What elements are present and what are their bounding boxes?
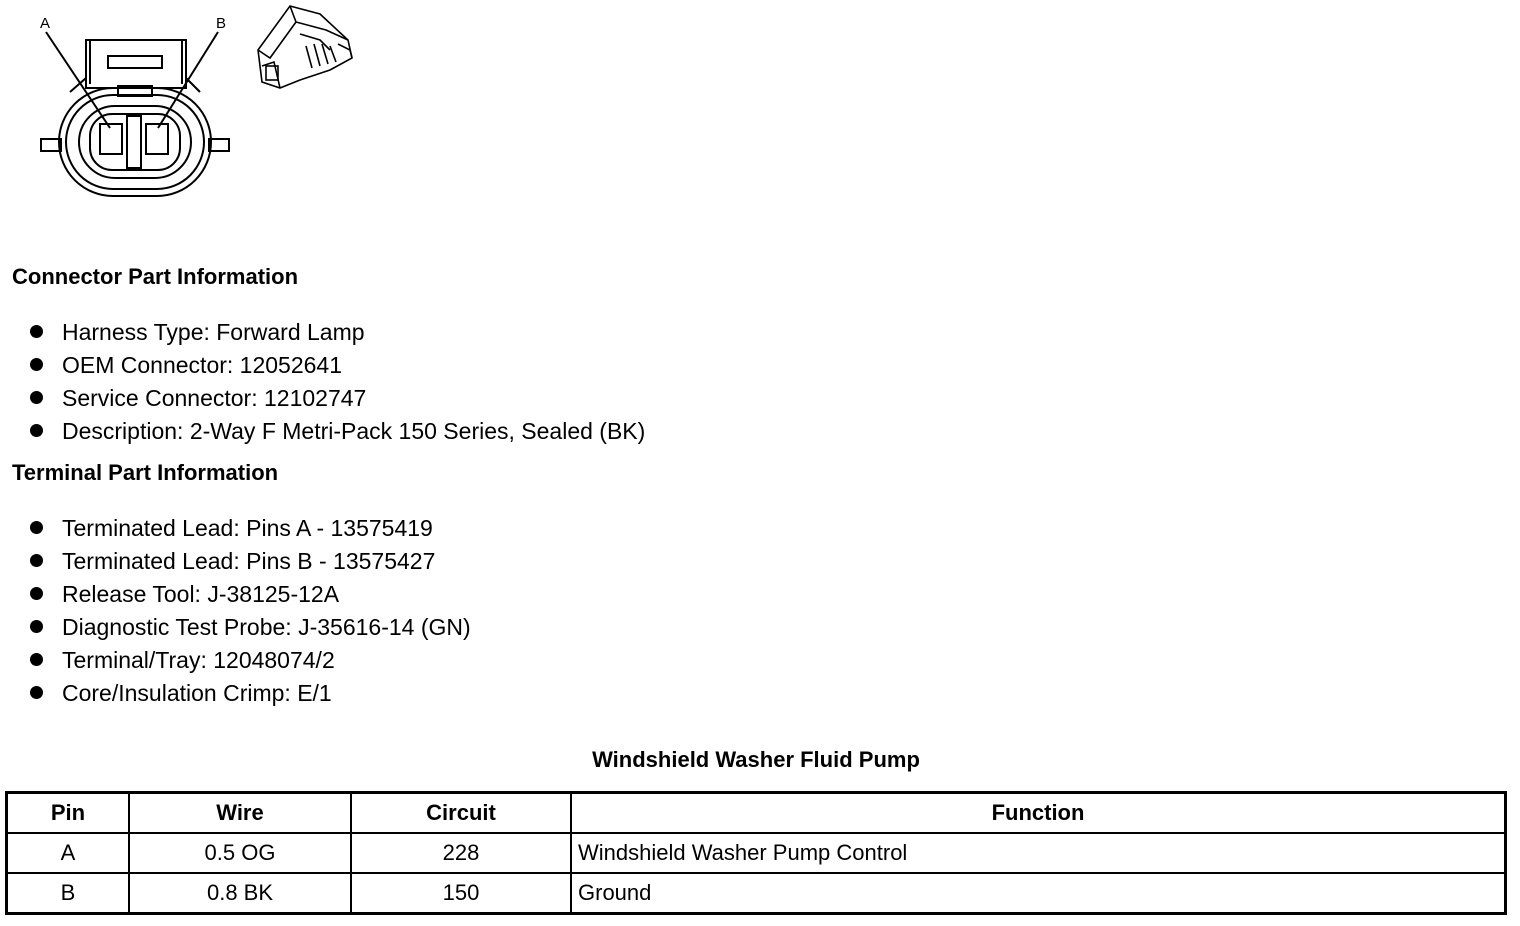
terminated-lead-b-text: Terminated Lead: Pins B - 13575427 [62,547,436,574]
bullet-icon [30,325,43,338]
description-text: Description: 2-Way F Metri-Pack 150 Series, Sealed (BK) [62,417,646,444]
list-item [30,610,471,643]
bullet-icon [30,424,43,437]
terminal-part-info-heading: Terminal Part Information [12,460,279,485]
cell-wire: 0.8 BK [129,873,351,914]
cell-function: Windshield Washer Pump Control [571,833,1506,873]
terminal-tray-text: Terminal/Tray: 12048074/2 [62,646,335,673]
bullet-icon [30,620,43,633]
cell-circuit: 150 [351,873,571,914]
release-tool-text: Release Tool: J-38125-12A [62,580,340,607]
service-connector-text: Service Connector: 12102747 [62,384,367,411]
list-item [30,414,645,447]
list-item [30,676,471,709]
list-item [30,544,471,577]
header-circuit: Circuit [351,793,571,834]
connector-part-info-list [30,315,645,447]
connector-part-info-heading: Connector Part Information [12,264,299,289]
header-wire: Wire [129,793,351,834]
list-item [30,348,645,381]
bullet-icon [30,391,43,404]
bullet-icon [30,521,43,534]
pin-table [5,791,1507,915]
table-row [7,833,1506,873]
test-probe-text: Diagnostic Test Probe: J-35616-14 (GN) [62,613,471,640]
cell-function: Ground [571,873,1506,914]
harness-type-text: Harness Type: Forward Lamp [62,318,365,345]
oem-connector-text: OEM Connector: 12052641 [62,351,343,378]
pin-table-title: Windshield Washer Fluid Pump [592,747,920,772]
bullet-icon [30,653,43,666]
list-item [30,315,645,348]
cell-pin: A [7,833,130,873]
connector-diagram [0,0,380,210]
table-row [7,873,1506,914]
list-item [30,643,471,676]
cell-wire: 0.5 OG [129,833,351,873]
bullet-icon [30,587,43,600]
crimp-text: Core/Insulation Crimp: E/1 [62,679,332,706]
connector-perspective-view [258,6,352,88]
list-item [30,577,471,610]
bullet-icon [30,358,43,371]
header-function: Function [571,793,1506,834]
bullet-icon [30,554,43,567]
cell-pin: B [7,873,130,914]
header-pin: Pin [7,793,130,834]
bullet-icon [30,686,43,699]
pin-label-a: A [40,15,51,32]
list-item [30,381,645,414]
list-item [30,511,471,544]
terminal-part-info-list [30,511,471,709]
terminated-lead-a-text: Terminated Lead: Pins A - 13575419 [62,514,433,541]
table-header-row [7,793,1506,834]
pin-label-b: B [216,15,227,32]
cell-circuit: 228 [351,833,571,873]
